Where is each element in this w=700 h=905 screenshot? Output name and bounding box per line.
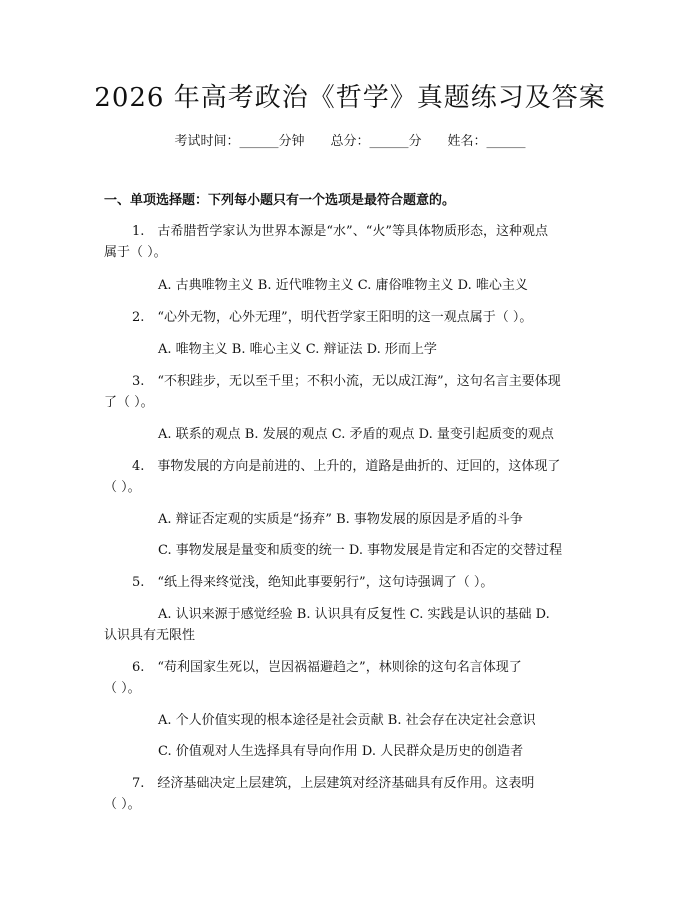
question-7-stem: 7. 经济基础决定上层建筑，上层建筑对经济基础具有反作用。这表明	[132, 776, 535, 791]
question-7-stem-cont: （ ）。	[104, 797, 141, 812]
question-3-stem-cont: 了（ ）。	[104, 395, 154, 410]
section-heading: 一、单项选择题：下列每小题只有一个选项是最符合题意的。	[104, 193, 456, 208]
question-5-stem: 5. “纸上得来终觉浅，绝知此事要躬行”，这句诗强调了（ ）。	[132, 575, 494, 590]
question-2-stem: 2. “心外无物，心外无理”，明代哲学家王阳明的这一观点属于（ ）。	[132, 310, 533, 325]
question-6-stem: 6. “苟利国家生死以，岂因祸福避趋之”，林则徐的这句名言体现了	[132, 660, 522, 675]
question-1-options: A. 古典唯物主义 B. 近代唯物主义 C. 庸俗唯物主义 D. 唯心主义	[158, 278, 528, 293]
question-5-options-2: 认识具有无限性	[104, 628, 196, 643]
exam-meta	[0, 132, 700, 152]
question-5-options-1: A. 认识来源于感觉经验 B. 认识具有反复性 C. 实践是认识的基础 D.	[158, 607, 550, 622]
question-6-stem-cont: （ ）。	[104, 681, 141, 696]
question-4-options-2: C. 事物发展是量变和质变的统一 D. 事物发展是肯定和否定的交替过程	[158, 543, 563, 558]
question-1-stem: 1. 古希腊哲学家认为世界本源是“水”、“火”等具体物质形态，这种观点	[132, 224, 548, 239]
question-4-stem: 4. 事物发展的方向是前进的、上升的，道路是曲折的、迂回的，这体现了	[132, 459, 561, 474]
question-1-stem-cont: 属于（ ）。	[104, 245, 167, 260]
exam-time: 考试时间：______分钟	[174, 134, 305, 149]
question-3-stem: 3. “不积跬步，无以至千里；不积小流，无以成江海”，这句名言主要体现	[132, 374, 561, 389]
exam-total-score: 总分：______分	[330, 134, 422, 149]
question-3-options: A. 联系的观点 B. 发展的观点 C. 矛盾的观点 D. 量变引起质变的观点	[158, 427, 554, 442]
question-4-options-1: A. 辩证否定观的实质是“扬弃” B. 事物发展的原因是矛盾的斗争	[158, 512, 523, 527]
page-title: 2026 年高考政治《哲学》真题练习及答案	[94, 83, 606, 113]
question-4-stem-cont: （ ）。	[104, 480, 141, 495]
question-2-options: A. 唯物主义 B. 唯心主义 C. 辩证法 D. 形而上学	[158, 342, 437, 357]
exam-name-field: 姓名：______	[447, 134, 526, 149]
question-6-options-1: A. 个人价值实现的根本途径是社会贡献 B. 社会存在决定社会意识	[158, 713, 536, 728]
question-6-options-2: C. 价值观对人生选择具有导向作用 D. 人民群众是历史的创造者	[158, 744, 524, 759]
